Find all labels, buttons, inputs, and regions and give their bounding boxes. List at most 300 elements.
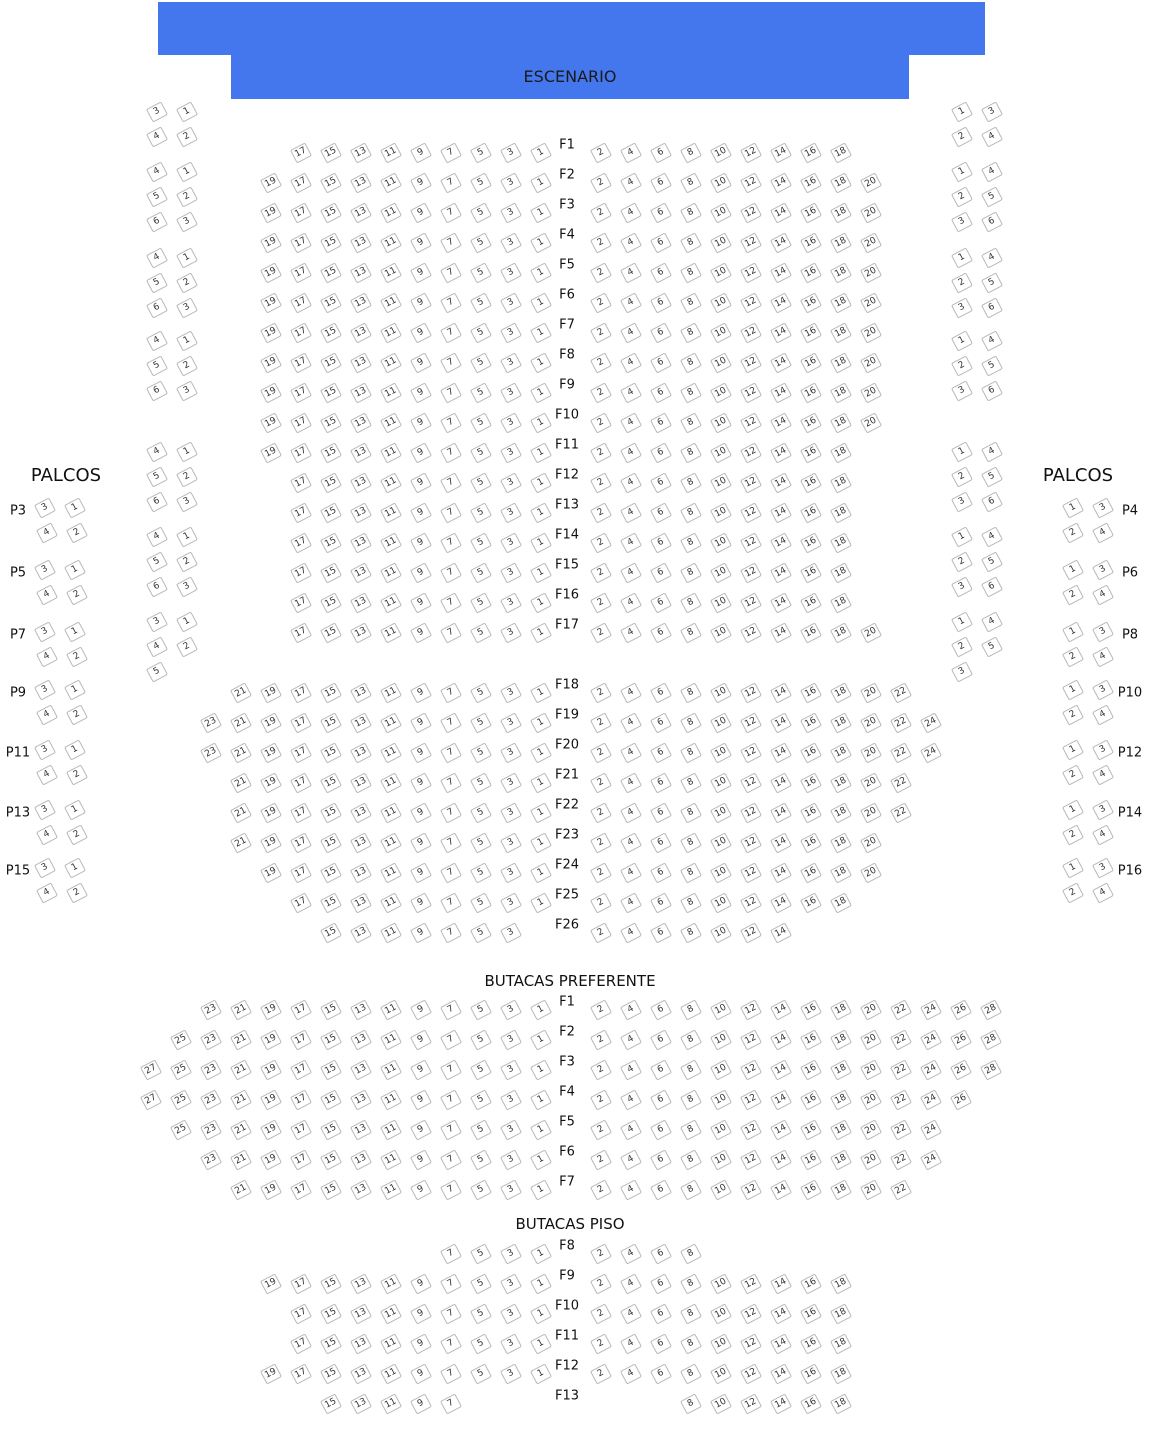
palco-right-seat[interactable]: 2: [1062, 764, 1084, 785]
side-left-seat[interactable]: 2: [176, 355, 198, 376]
preferente-seat[interactable]: 17: [290, 1179, 312, 1200]
palco-left-seat[interactable]: 3: [34, 559, 56, 580]
platea-seat[interactable]: 1: [530, 232, 552, 253]
platea-seat[interactable]: 9: [410, 742, 432, 763]
preferente-seat[interactable]: 2: [590, 1149, 612, 1170]
preferente-seat[interactable]: 11: [380, 1029, 402, 1050]
platea-seat[interactable]: 13: [350, 202, 372, 223]
platea-seat[interactable]: 20: [860, 322, 882, 343]
platea-seat[interactable]: 11: [380, 292, 402, 313]
platea-seat[interactable]: 14: [770, 352, 792, 373]
preferente-seat[interactable]: 17: [290, 1149, 312, 1170]
side-left-seat[interactable]: 3: [146, 611, 168, 632]
side-right-seat[interactable]: 6: [981, 380, 1003, 401]
preferente-seat[interactable]: 21: [230, 1119, 252, 1140]
platea-seat[interactable]: 18: [830, 412, 852, 433]
preferente-seat[interactable]: 4: [620, 1029, 642, 1050]
side-left-seat[interactable]: 4: [146, 441, 168, 462]
platea-seat[interactable]: 17: [290, 742, 312, 763]
piso-seat[interactable]: 6: [650, 1363, 672, 1384]
platea-seat[interactable]: 18: [830, 232, 852, 253]
preferente-seat[interactable]: 18: [830, 1089, 852, 1110]
palco-right-seat[interactable]: 2: [1062, 522, 1084, 543]
preferente-seat[interactable]: 20: [860, 1179, 882, 1200]
platea-seat[interactable]: 2: [590, 232, 612, 253]
platea-seat[interactable]: 18: [830, 802, 852, 823]
piso-seat[interactable]: 7: [440, 1363, 462, 1384]
preferente-seat[interactable]: 23: [200, 999, 222, 1020]
platea-seat[interactable]: 7: [440, 502, 462, 523]
platea-seat[interactable]: 3: [500, 742, 522, 763]
preferente-seat[interactable]: 15: [320, 1119, 342, 1140]
platea-seat[interactable]: 7: [440, 742, 462, 763]
platea-seat[interactable]: 14: [770, 922, 792, 943]
side-left-seat[interactable]: 4: [146, 330, 168, 351]
platea-seat[interactable]: 7: [440, 532, 462, 553]
platea-seat[interactable]: 11: [380, 562, 402, 583]
piso-seat[interactable]: 10: [710, 1333, 732, 1354]
side-left-seat[interactable]: 5: [146, 466, 168, 487]
platea-seat[interactable]: 12: [740, 442, 762, 463]
side-right-seat[interactable]: 4: [981, 247, 1003, 268]
platea-seat[interactable]: 4: [620, 592, 642, 613]
palco-right-seat[interactable]: 3: [1092, 679, 1114, 700]
preferente-seat[interactable]: 26: [950, 1089, 972, 1110]
platea-seat[interactable]: 4: [620, 322, 642, 343]
preferente-seat[interactable]: 13: [350, 1149, 372, 1170]
platea-seat[interactable]: 8: [680, 862, 702, 883]
piso-seat[interactable]: 3: [500, 1273, 522, 1294]
preferente-seat[interactable]: 19: [260, 1149, 282, 1170]
platea-seat[interactable]: 5: [470, 502, 492, 523]
platea-seat[interactable]: 14: [770, 532, 792, 553]
platea-seat[interactable]: 16: [800, 772, 822, 793]
platea-seat[interactable]: 9: [410, 622, 432, 643]
side-right-seat[interactable]: 2: [951, 355, 973, 376]
preferente-seat[interactable]: 24: [920, 1089, 942, 1110]
platea-seat[interactable]: 6: [650, 922, 672, 943]
platea-seat[interactable]: 20: [860, 232, 882, 253]
platea-seat[interactable]: 16: [800, 802, 822, 823]
preferente-seat[interactable]: 5: [470, 999, 492, 1020]
preferente-seat[interactable]: 2: [590, 1089, 612, 1110]
platea-seat[interactable]: 7: [440, 232, 462, 253]
palco-right-seat[interactable]: 1: [1062, 559, 1084, 580]
platea-seat[interactable]: 1: [530, 712, 552, 733]
platea-seat[interactable]: 14: [770, 382, 792, 403]
preferente-seat[interactable]: 7: [440, 999, 462, 1020]
side-left-seat[interactable]: 3: [176, 491, 198, 512]
platea-seat[interactable]: 10: [710, 262, 732, 283]
platea-seat[interactable]: 5: [470, 532, 492, 553]
platea-seat[interactable]: 7: [440, 772, 462, 793]
side-right-seat[interactable]: 5: [981, 355, 1003, 376]
platea-seat[interactable]: 4: [620, 412, 642, 433]
platea-seat[interactable]: 11: [380, 712, 402, 733]
side-right-seat[interactable]: 4: [981, 126, 1003, 147]
platea-seat[interactable]: 23: [200, 742, 222, 763]
platea-seat[interactable]: 6: [650, 772, 672, 793]
platea-seat[interactable]: 17: [290, 532, 312, 553]
side-right-seat[interactable]: 1: [951, 611, 973, 632]
platea-seat[interactable]: 10: [710, 772, 732, 793]
palco-left-seat[interactable]: 2: [66, 824, 88, 845]
platea-seat[interactable]: 24: [920, 712, 942, 733]
platea-seat[interactable]: 14: [770, 862, 792, 883]
platea-seat[interactable]: 6: [650, 472, 672, 493]
palco-left-seat[interactable]: 1: [64, 739, 86, 760]
side-right-seat[interactable]: 5: [981, 272, 1003, 293]
platea-seat[interactable]: 15: [320, 322, 342, 343]
palco-right-seat[interactable]: 2: [1062, 646, 1084, 667]
platea-seat[interactable]: 19: [260, 442, 282, 463]
platea-seat[interactable]: 1: [530, 472, 552, 493]
platea-seat[interactable]: 13: [350, 502, 372, 523]
platea-seat[interactable]: 12: [740, 862, 762, 883]
platea-seat[interactable]: 8: [680, 412, 702, 433]
side-right-seat[interactable]: 3: [951, 576, 973, 597]
platea-seat[interactable]: 7: [440, 472, 462, 493]
platea-seat[interactable]: 4: [620, 682, 642, 703]
platea-seat[interactable]: 19: [260, 712, 282, 733]
piso-seat[interactable]: 4: [620, 1363, 642, 1384]
platea-seat[interactable]: 10: [710, 742, 732, 763]
piso-seat[interactable]: 16: [800, 1393, 822, 1414]
palco-left-seat[interactable]: 2: [66, 764, 88, 785]
piso-seat[interactable]: 10: [710, 1363, 732, 1384]
side-left-seat[interactable]: 3: [146, 101, 168, 122]
platea-seat[interactable]: 11: [380, 922, 402, 943]
platea-seat[interactable]: 12: [740, 712, 762, 733]
platea-seat[interactable]: 10: [710, 292, 732, 313]
platea-seat[interactable]: 2: [590, 322, 612, 343]
side-right-seat[interactable]: 1: [951, 247, 973, 268]
palco-left-seat[interactable]: 4: [36, 704, 58, 725]
platea-seat[interactable]: 6: [650, 622, 672, 643]
platea-seat[interactable]: 11: [380, 682, 402, 703]
platea-seat[interactable]: 1: [530, 772, 552, 793]
preferente-seat[interactable]: 14: [770, 1089, 792, 1110]
platea-seat[interactable]: 11: [380, 772, 402, 793]
preferente-seat[interactable]: 2: [590, 1179, 612, 1200]
platea-seat[interactable]: 18: [830, 862, 852, 883]
palco-right-seat[interactable]: 3: [1092, 799, 1114, 820]
side-left-seat[interactable]: 4: [146, 526, 168, 547]
preferente-seat[interactable]: 6: [650, 1149, 672, 1170]
platea-seat[interactable]: 11: [380, 592, 402, 613]
preferente-seat[interactable]: 19: [260, 1179, 282, 1200]
platea-seat[interactable]: 10: [710, 592, 732, 613]
preferente-seat[interactable]: 10: [710, 1089, 732, 1110]
piso-seat[interactable]: 8: [680, 1303, 702, 1324]
platea-seat[interactable]: 7: [440, 202, 462, 223]
preferente-seat[interactable]: 10: [710, 1029, 732, 1050]
preferente-seat[interactable]: 18: [830, 1179, 852, 1200]
palco-right-seat[interactable]: 3: [1092, 857, 1114, 878]
palco-left-seat[interactable]: 4: [36, 824, 58, 845]
platea-seat[interactable]: 6: [650, 592, 672, 613]
preferente-seat[interactable]: 17: [290, 1089, 312, 1110]
platea-seat[interactable]: 9: [410, 682, 432, 703]
preferente-seat[interactable]: 24: [920, 1059, 942, 1080]
platea-seat[interactable]: 18: [830, 682, 852, 703]
piso-seat[interactable]: 14: [770, 1273, 792, 1294]
preferente-seat[interactable]: 24: [920, 999, 942, 1020]
platea-seat[interactable]: 11: [380, 442, 402, 463]
preferente-seat[interactable]: 15: [320, 1149, 342, 1170]
platea-seat[interactable]: 17: [290, 502, 312, 523]
piso-seat[interactable]: 3: [500, 1363, 522, 1384]
platea-seat[interactable]: 4: [620, 892, 642, 913]
preferente-seat[interactable]: 6: [650, 1119, 672, 1140]
platea-seat[interactable]: 15: [320, 922, 342, 943]
preferente-seat[interactable]: 28: [980, 999, 1002, 1020]
preferente-seat[interactable]: 16: [800, 1149, 822, 1170]
piso-seat[interactable]: 6: [650, 1273, 672, 1294]
platea-seat[interactable]: 12: [740, 562, 762, 583]
platea-seat[interactable]: 15: [320, 232, 342, 253]
platea-seat[interactable]: 18: [830, 292, 852, 313]
platea-seat[interactable]: 20: [860, 712, 882, 733]
platea-seat[interactable]: 16: [800, 172, 822, 193]
platea-seat[interactable]: 20: [860, 742, 882, 763]
piso-seat[interactable]: 2: [590, 1363, 612, 1384]
preferente-seat[interactable]: 22: [890, 999, 912, 1020]
side-right-seat[interactable]: 6: [981, 491, 1003, 512]
platea-seat[interactable]: 8: [680, 262, 702, 283]
platea-seat[interactable]: 16: [800, 622, 822, 643]
platea-seat[interactable]: 16: [800, 502, 822, 523]
piso-seat[interactable]: 18: [830, 1303, 852, 1324]
preferente-seat[interactable]: 25: [170, 1089, 192, 1110]
platea-seat[interactable]: 21: [230, 772, 252, 793]
platea-seat[interactable]: 14: [770, 202, 792, 223]
palco-right-seat[interactable]: 4: [1092, 824, 1114, 845]
preferente-seat[interactable]: 16: [800, 1179, 822, 1200]
piso-seat[interactable]: 13: [350, 1303, 372, 1324]
platea-seat[interactable]: 2: [590, 712, 612, 733]
preferente-seat[interactable]: 13: [350, 999, 372, 1020]
platea-seat[interactable]: 18: [830, 892, 852, 913]
preferente-seat[interactable]: 13: [350, 1179, 372, 1200]
palco-left-seat[interactable]: 1: [64, 799, 86, 820]
side-right-seat[interactable]: 2: [951, 551, 973, 572]
piso-seat[interactable]: 13: [350, 1273, 372, 1294]
preferente-seat[interactable]: 5: [470, 1179, 492, 1200]
preferente-seat[interactable]: 20: [860, 1059, 882, 1080]
platea-seat[interactable]: 1: [530, 502, 552, 523]
piso-seat[interactable]: 13: [350, 1363, 372, 1384]
platea-seat[interactable]: 17: [290, 682, 312, 703]
platea-seat[interactable]: 4: [620, 832, 642, 853]
preferente-seat[interactable]: 24: [920, 1029, 942, 1050]
platea-seat[interactable]: 2: [590, 532, 612, 553]
piso-seat[interactable]: 15: [320, 1273, 342, 1294]
platea-seat[interactable]: 12: [740, 742, 762, 763]
platea-seat[interactable]: 18: [830, 382, 852, 403]
platea-seat[interactable]: 13: [350, 622, 372, 643]
palco-right-seat[interactable]: 2: [1062, 584, 1084, 605]
side-right-seat[interactable]: 6: [981, 211, 1003, 232]
preferente-seat[interactable]: 6: [650, 1089, 672, 1110]
preferente-seat[interactable]: 11: [380, 1149, 402, 1170]
piso-seat[interactable]: 6: [650, 1303, 672, 1324]
piso-seat[interactable]: 18: [830, 1333, 852, 1354]
piso-seat[interactable]: 4: [620, 1333, 642, 1354]
platea-seat[interactable]: 4: [620, 502, 642, 523]
piso-seat[interactable]: 9: [410, 1333, 432, 1354]
palco-right-seat[interactable]: 4: [1092, 646, 1114, 667]
palco-left-seat[interactable]: 2: [66, 584, 88, 605]
platea-seat[interactable]: 14: [770, 232, 792, 253]
platea-seat[interactable]: 2: [590, 682, 612, 703]
piso-seat[interactable]: 11: [380, 1303, 402, 1324]
platea-seat[interactable]: 16: [800, 412, 822, 433]
platea-seat[interactable]: 2: [590, 142, 612, 163]
platea-seat[interactable]: 7: [440, 382, 462, 403]
platea-seat[interactable]: 15: [320, 442, 342, 463]
platea-seat[interactable]: 8: [680, 562, 702, 583]
platea-seat[interactable]: 15: [320, 862, 342, 883]
platea-seat[interactable]: 22: [890, 772, 912, 793]
platea-seat[interactable]: 14: [770, 892, 792, 913]
platea-seat[interactable]: 9: [410, 232, 432, 253]
preferente-seat[interactable]: 1: [530, 999, 552, 1020]
platea-seat[interactable]: 14: [770, 742, 792, 763]
platea-seat[interactable]: 11: [380, 862, 402, 883]
side-left-seat[interactable]: 5: [146, 355, 168, 376]
side-right-seat[interactable]: 5: [981, 466, 1003, 487]
platea-seat[interactable]: 3: [500, 202, 522, 223]
platea-seat[interactable]: 6: [650, 292, 672, 313]
preferente-seat[interactable]: 6: [650, 999, 672, 1020]
platea-seat[interactable]: 10: [710, 172, 732, 193]
platea-seat[interactable]: 10: [710, 502, 732, 523]
side-left-seat[interactable]: 3: [176, 576, 198, 597]
platea-seat[interactable]: 15: [320, 682, 342, 703]
preferente-seat[interactable]: 8: [680, 1059, 702, 1080]
platea-seat[interactable]: 16: [800, 382, 822, 403]
preferente-seat[interactable]: 1: [530, 1179, 552, 1200]
platea-seat[interactable]: 21: [230, 742, 252, 763]
preferente-seat[interactable]: 24: [920, 1119, 942, 1140]
platea-seat[interactable]: 12: [740, 832, 762, 853]
platea-seat[interactable]: 1: [530, 742, 552, 763]
piso-seat[interactable]: 4: [620, 1273, 642, 1294]
piso-seat[interactable]: 10: [710, 1273, 732, 1294]
preferente-seat[interactable]: 16: [800, 1029, 822, 1050]
platea-seat[interactable]: 4: [620, 202, 642, 223]
platea-seat[interactable]: 5: [470, 862, 492, 883]
preferente-seat[interactable]: 4: [620, 1119, 642, 1140]
piso-seat[interactable]: 5: [470, 1303, 492, 1324]
preferente-seat[interactable]: 12: [740, 1179, 762, 1200]
platea-seat[interactable]: 3: [500, 502, 522, 523]
side-left-seat[interactable]: 6: [146, 211, 168, 232]
preferente-seat[interactable]: 21: [230, 999, 252, 1020]
platea-seat[interactable]: 3: [500, 412, 522, 433]
platea-seat[interactable]: 9: [410, 832, 432, 853]
side-right-seat[interactable]: 4: [981, 330, 1003, 351]
platea-seat[interactable]: 22: [890, 802, 912, 823]
platea-seat[interactable]: 14: [770, 802, 792, 823]
platea-seat[interactable]: 15: [320, 172, 342, 193]
piso-seat[interactable]: 1: [530, 1303, 552, 1324]
platea-seat[interactable]: 15: [320, 712, 342, 733]
platea-seat[interactable]: 13: [350, 232, 372, 253]
platea-seat[interactable]: 2: [590, 472, 612, 493]
palco-right-seat[interactable]: 3: [1092, 559, 1114, 580]
platea-seat[interactable]: 8: [680, 802, 702, 823]
platea-seat[interactable]: 10: [710, 532, 732, 553]
piso-seat[interactable]: 12: [740, 1303, 762, 1324]
platea-seat[interactable]: 1: [530, 262, 552, 283]
piso-seat[interactable]: 9: [410, 1303, 432, 1324]
side-left-seat[interactable]: 3: [176, 211, 198, 232]
preferente-seat[interactable]: 13: [350, 1029, 372, 1050]
piso-seat[interactable]: 15: [320, 1333, 342, 1354]
platea-seat[interactable]: 3: [500, 802, 522, 823]
platea-seat[interactable]: 16: [800, 352, 822, 373]
platea-seat[interactable]: 8: [680, 322, 702, 343]
platea-seat[interactable]: 12: [740, 922, 762, 943]
platea-seat[interactable]: 1: [530, 832, 552, 853]
palco-right-seat[interactable]: 1: [1062, 799, 1084, 820]
platea-seat[interactable]: 7: [440, 262, 462, 283]
preferente-seat[interactable]: 6: [650, 1059, 672, 1080]
preferente-seat[interactable]: 10: [710, 1149, 732, 1170]
platea-seat[interactable]: 5: [470, 292, 492, 313]
preferente-seat[interactable]: 16: [800, 1119, 822, 1140]
piso-seat[interactable]: 12: [740, 1333, 762, 1354]
platea-seat[interactable]: 9: [410, 472, 432, 493]
platea-seat[interactable]: 4: [620, 922, 642, 943]
platea-seat[interactable]: 12: [740, 622, 762, 643]
palco-right-seat[interactable]: 2: [1062, 704, 1084, 725]
platea-seat[interactable]: 5: [470, 742, 492, 763]
platea-seat[interactable]: 19: [260, 832, 282, 853]
palco-right-seat[interactable]: 1: [1062, 739, 1084, 760]
platea-seat[interactable]: 15: [320, 472, 342, 493]
platea-seat[interactable]: 20: [860, 382, 882, 403]
platea-seat[interactable]: 13: [350, 262, 372, 283]
platea-seat[interactable]: 9: [410, 142, 432, 163]
platea-seat[interactable]: 8: [680, 292, 702, 313]
preferente-seat[interactable]: 11: [380, 1089, 402, 1110]
preferente-seat[interactable]: 1: [530, 1149, 552, 1170]
platea-seat[interactable]: 9: [410, 922, 432, 943]
platea-seat[interactable]: 20: [860, 172, 882, 193]
preferente-seat[interactable]: 9: [410, 1059, 432, 1080]
palco-left-seat[interactable]: 3: [34, 739, 56, 760]
piso-seat[interactable]: 17: [290, 1333, 312, 1354]
piso-seat[interactable]: 5: [470, 1243, 492, 1264]
platea-seat[interactable]: 8: [680, 442, 702, 463]
preferente-seat[interactable]: 9: [410, 1089, 432, 1110]
platea-seat[interactable]: 16: [800, 532, 822, 553]
side-right-seat[interactable]: 1: [951, 330, 973, 351]
piso-seat[interactable]: 5: [470, 1363, 492, 1384]
preferente-seat[interactable]: 21: [230, 1029, 252, 1050]
side-right-seat[interactable]: 3: [951, 491, 973, 512]
palco-right-seat[interactable]: 4: [1092, 764, 1114, 785]
platea-seat[interactable]: 8: [680, 922, 702, 943]
platea-seat[interactable]: 19: [260, 742, 282, 763]
side-right-seat[interactable]: 2: [951, 272, 973, 293]
platea-seat[interactable]: 15: [320, 262, 342, 283]
platea-seat[interactable]: 14: [770, 412, 792, 433]
preferente-seat[interactable]: 17: [290, 999, 312, 1020]
